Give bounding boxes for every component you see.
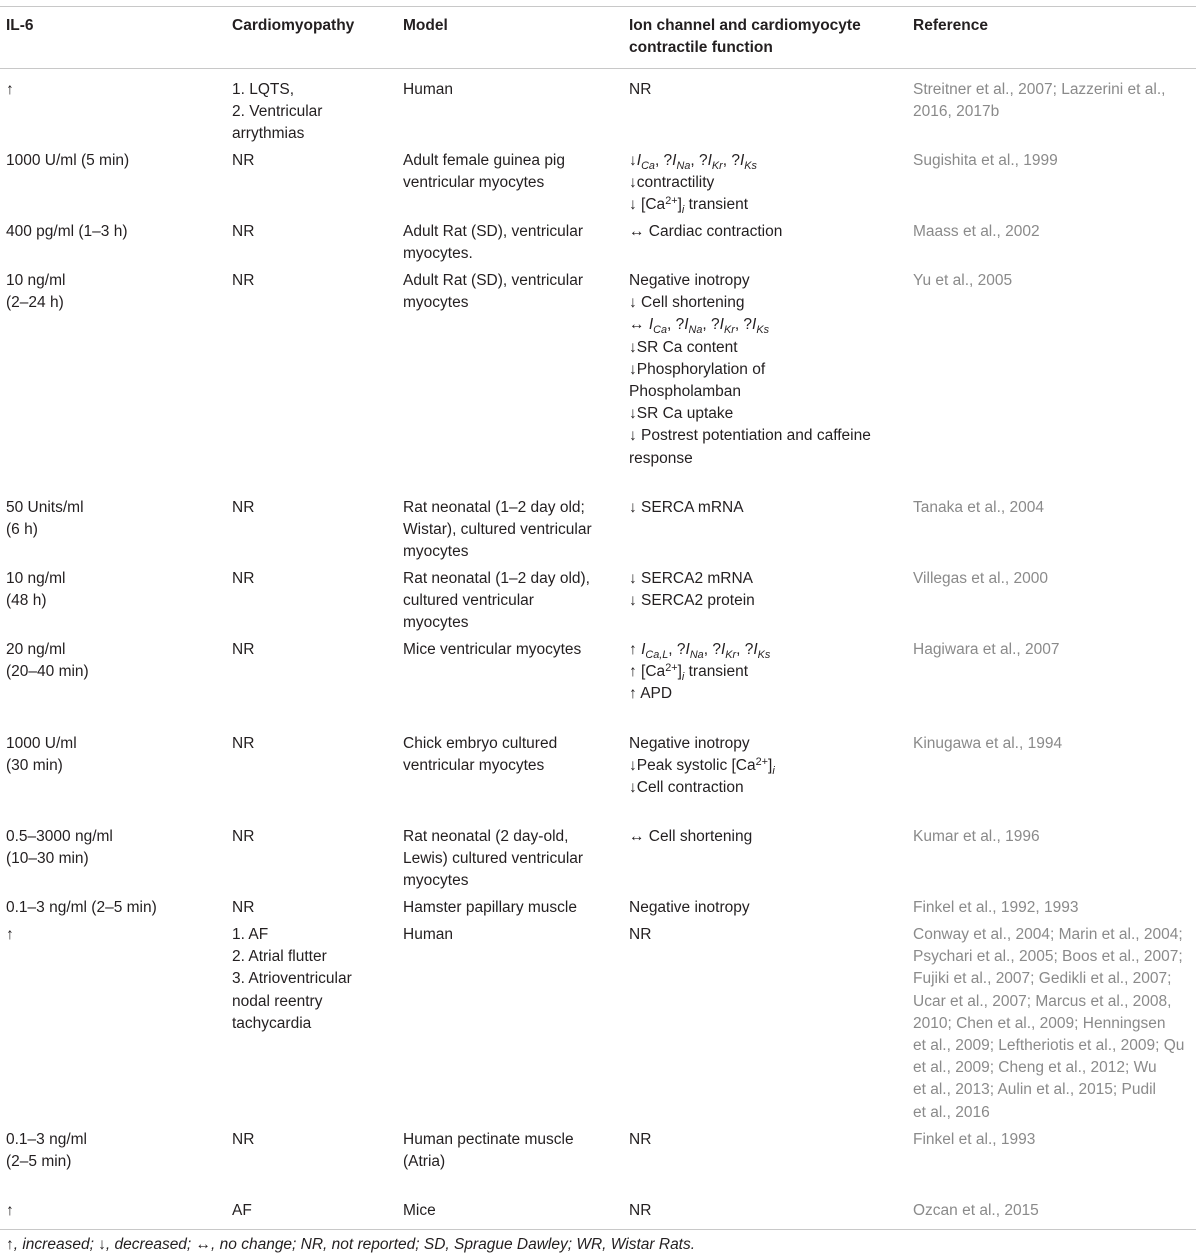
cell-cardiomyopathy xyxy=(232,1129,392,1151)
cell-line: et al., 2016 xyxy=(913,1103,990,1121)
cell-il6 xyxy=(6,270,221,314)
cell-line: NR xyxy=(232,152,255,169)
header-reference: Reference xyxy=(913,17,988,34)
cell-il6 xyxy=(6,150,221,172)
cell-model xyxy=(403,1200,618,1222)
cell-line: Ucar et al., 2007; Marcus et al., 2008, xyxy=(913,992,1172,1010)
superscript-text: 2+ xyxy=(665,195,678,208)
cell-line: (2–5 min) xyxy=(6,1153,72,1171)
text-segment: ↓ [Ca xyxy=(629,196,666,214)
cell-line: et al., 2009; Leftheriotis et al., 2009; Qu xyxy=(913,1037,1185,1055)
cell-line: ↑ xyxy=(6,926,14,943)
text-segment: I xyxy=(685,641,690,658)
cell-reference xyxy=(913,1200,1195,1222)
cell-ion-channel xyxy=(629,270,904,470)
cell-line: (30 min) xyxy=(6,757,63,775)
cell-il6 xyxy=(6,568,221,612)
subscript-text: Na xyxy=(688,324,703,337)
text-segment: I xyxy=(672,152,677,169)
cell-line: (48 h) xyxy=(6,592,47,610)
cell-il6 xyxy=(6,924,221,946)
cell-reference xyxy=(913,270,1195,292)
cell-line: Adult Rat (SD), ventricular xyxy=(403,223,584,240)
text-segment: , ? xyxy=(654,152,673,169)
header-cardiomyopathy: Cardiomyopathy xyxy=(232,17,355,34)
cell-line: NR xyxy=(629,1202,652,1219)
subscript-text: i xyxy=(681,204,685,217)
cell-line: (Atria) xyxy=(403,1153,446,1171)
text-segment: transient xyxy=(684,196,749,214)
cell-line: 2010; Chen et al., 2009; Henningsen xyxy=(913,1014,1166,1032)
cell-line: Ozcan et al., 2015 xyxy=(913,1202,1039,1219)
cell-ion-channel xyxy=(629,924,904,946)
cell-line: Mice xyxy=(403,1202,436,1219)
cell-line: NR xyxy=(629,81,652,98)
cell-line: 50 Units/ml xyxy=(6,499,84,516)
cell-reference xyxy=(913,79,1195,123)
cell-reference xyxy=(913,733,1195,755)
cell-line: myocytes xyxy=(403,614,469,632)
superscript-text: 2+ xyxy=(755,756,769,769)
cell-line: Hagiwara et al., 2007 xyxy=(913,641,1060,658)
cell-model xyxy=(403,1129,618,1173)
header-model: Model xyxy=(403,17,448,34)
text-segment: ] xyxy=(677,196,682,214)
text-segment: , ? xyxy=(667,316,685,334)
cell-line: arrythmias xyxy=(232,125,305,143)
cell-line: Rat neonatal (2 day-old, xyxy=(403,828,569,845)
text-segment: I xyxy=(720,641,726,658)
cell-line: myocytes xyxy=(403,872,469,890)
cell-line: ↓SR Ca uptake xyxy=(629,405,734,423)
text-segment: I xyxy=(739,152,745,169)
cell-line: NR xyxy=(232,899,255,916)
table-bottom-rule xyxy=(0,1229,1196,1230)
cell-model xyxy=(403,150,618,194)
text-segment: , ? xyxy=(690,152,708,169)
cell-line: (10–30 min) xyxy=(6,850,89,868)
cell-line: Tanaka et al., 2004 xyxy=(913,499,1044,516)
cell-line: 2. Atrial flutter xyxy=(232,948,327,966)
cell-il6 xyxy=(6,1129,221,1173)
cell-line: Rat neonatal (1–2 day old), xyxy=(403,570,590,587)
cell-line: Streitner et al., 2007; Lazzerini et al., xyxy=(913,81,1166,98)
cell-line: 1000 U/ml (5 min) xyxy=(6,152,130,169)
cell-line: Yu et al., 2005 xyxy=(913,272,1013,289)
cell-line: Villegas et al., 2000 xyxy=(913,570,1049,587)
cell-line: Adult female guinea pig xyxy=(403,152,566,169)
cell-line: ↓ SERCA2 mRNA xyxy=(629,570,754,587)
cell-line: Fujiki et al., 2007; Gedikli et al., 2007; xyxy=(913,970,1172,988)
cell-line: Psychari et al., 2005; Boos et al., 2007; xyxy=(913,948,1183,966)
cell-line: Finkel et al., 1992, 1993 xyxy=(913,899,1079,916)
cell-line: Chick embryo cultured xyxy=(403,735,558,752)
cell-line: Wistar), cultured ventricular xyxy=(403,521,592,539)
cell-line: nodal reentry xyxy=(232,992,323,1010)
cell-line: ↔ Cell shortening xyxy=(629,828,753,845)
subscript-text: Kr xyxy=(723,324,735,337)
cell-line: ↓contractility xyxy=(629,174,715,192)
cell-line: Human xyxy=(403,926,453,943)
text-segment: I xyxy=(648,316,654,334)
cell-il6 xyxy=(6,79,221,101)
cell-line xyxy=(629,314,904,336)
text-segment: I xyxy=(752,316,757,334)
cell-line: response xyxy=(629,449,693,467)
header-il6: IL-6 xyxy=(6,17,34,34)
cell-cardiomyopathy xyxy=(232,270,392,292)
cell-line: Rat neonatal (1–2 day old; xyxy=(403,499,585,516)
cell-il6 xyxy=(6,497,221,541)
subscript-text: i xyxy=(772,765,775,777)
text-segment: I xyxy=(641,641,646,658)
cell-line: ventricular myocytes xyxy=(403,757,545,775)
cell-line: 2016, 2017b xyxy=(913,103,1000,121)
cell-reference xyxy=(913,826,1195,848)
cell-il6 xyxy=(6,639,221,683)
cell-line: 3. Atrioventricular xyxy=(232,970,352,988)
cell-cardiomyopathy xyxy=(232,221,392,243)
cell-line: 2. Ventricular xyxy=(232,103,323,121)
cell-cardiomyopathy xyxy=(232,897,392,919)
cell-model xyxy=(403,497,618,564)
cell-ion-channel xyxy=(629,79,904,101)
cell-cardiomyopathy xyxy=(232,826,392,848)
cell-line xyxy=(629,661,904,683)
text-segment: I xyxy=(753,641,758,658)
text-segment: I xyxy=(636,152,642,169)
cell-line: NR xyxy=(232,272,255,289)
cell-il6 xyxy=(6,1200,221,1222)
cell-line: ↓ Postrest potentiation and caffeine xyxy=(629,427,871,445)
cell-model xyxy=(403,733,618,777)
cell-model xyxy=(403,568,618,635)
cell-line: Human xyxy=(403,81,453,98)
subscript-text: Na xyxy=(689,648,704,661)
cell-line xyxy=(629,639,904,661)
cell-ion-channel xyxy=(629,497,904,519)
cell-cardiomyopathy xyxy=(232,150,392,172)
text-segment: ↑ xyxy=(629,641,642,658)
table-top-rule xyxy=(0,6,1196,7)
cell-line: et al., 2013; Aulin et al., 2015; Pudil xyxy=(913,1081,1157,1099)
cell-model xyxy=(403,639,618,661)
text-segment: ↔ xyxy=(629,316,649,334)
cell-model xyxy=(403,270,618,314)
text-segment: , ? xyxy=(734,316,753,334)
text-segment: , ? xyxy=(702,316,720,334)
cell-line: Negative inotropy xyxy=(629,899,750,916)
cell-line: ↓SR Ca content xyxy=(629,338,738,356)
cell-il6 xyxy=(6,221,221,243)
cell-line: Lewis) cultured ventricular xyxy=(403,850,584,868)
subscript-text: Kr xyxy=(711,159,723,172)
cell-line: ↓ Cell shortening xyxy=(629,294,745,312)
cell-line: Hamster papillary muscle xyxy=(403,899,577,916)
cell-line: NR xyxy=(232,735,255,752)
cell-ion-channel xyxy=(629,826,904,848)
cell-line: Phospholamban xyxy=(629,383,742,401)
cell-line: ↔ Cardiac contraction xyxy=(629,223,783,240)
cell-line: Maass et al., 2002 xyxy=(913,223,1040,240)
cell-reference xyxy=(913,924,1195,1124)
cell-line: NR xyxy=(232,828,255,845)
cell-line: 1. AF xyxy=(232,926,269,943)
subscript-text: Na xyxy=(676,159,691,172)
cell-cardiomyopathy xyxy=(232,568,392,590)
cell-line: 0.5–3000 ng/ml xyxy=(6,828,113,845)
cell-reference xyxy=(913,497,1195,519)
text-segment: transient xyxy=(684,663,749,681)
cell-ion-channel xyxy=(629,733,904,800)
cell-line: ↑ xyxy=(6,81,14,98)
header-ion-channel xyxy=(629,15,904,59)
cell-line: NR xyxy=(629,926,652,943)
table-footnote: ↑, increased; ↓, decreased; ↔, no change; NR, not reported; SD, Sprague Dawley; WR, Wistar Rats. xyxy=(6,1236,696,1253)
cell-line: ↓ SERCA mRNA xyxy=(629,499,744,516)
text-segment: I xyxy=(719,316,724,334)
header-ion-channel-line: contractile function xyxy=(629,39,773,57)
cell-cardiomyopathy xyxy=(232,924,392,1035)
cell-line xyxy=(629,194,904,216)
cell-cardiomyopathy xyxy=(232,79,392,146)
cell-reference xyxy=(913,897,1195,919)
header-ion-channel-line: Ion channel and cardiomyocyte xyxy=(629,17,861,34)
cell-line: 10 ng/ml xyxy=(6,570,66,587)
text-segment: , ? xyxy=(703,641,721,658)
cell-line: AF xyxy=(232,1202,252,1219)
cell-line: Finkel et al., 1993 xyxy=(913,1131,1036,1148)
cell-line: et al., 2009; Cheng et al., 2012; Wu xyxy=(913,1059,1157,1077)
cell-line: ↓ SERCA2 protein xyxy=(629,592,755,610)
cell-ion-channel xyxy=(629,1129,904,1151)
cell-line: myocytes xyxy=(403,543,469,561)
cell-line: (6 h) xyxy=(6,521,38,539)
cell-il6 xyxy=(6,897,221,919)
text-segment: ] xyxy=(677,663,682,681)
cell-reference xyxy=(913,639,1195,661)
cell-ion-channel xyxy=(629,221,904,243)
cell-line: NR xyxy=(232,641,255,658)
cell-line: myocytes xyxy=(403,294,469,312)
cell-line: Negative inotropy xyxy=(629,735,750,752)
cell-cardiomyopathy xyxy=(232,497,392,519)
text-segment: ↑ [Ca xyxy=(629,663,666,681)
cell-cardiomyopathy xyxy=(232,1200,392,1222)
cell-line: NR xyxy=(232,223,255,240)
cell-line: Kinugawa et al., 1994 xyxy=(913,735,1063,752)
cell-line: ventricular myocytes xyxy=(403,174,545,192)
text-segment: , ? xyxy=(722,152,740,169)
cell-reference xyxy=(913,221,1195,243)
cell-model xyxy=(403,826,618,893)
cell-line xyxy=(629,150,904,172)
cell-line: NR xyxy=(232,570,255,587)
cell-line: tachycardia xyxy=(232,1014,312,1032)
cell-line: 0.1–3 ng/ml xyxy=(6,1131,87,1148)
cell-line: Kumar et al., 1996 xyxy=(913,828,1040,845)
cell-line: ↓Cell contraction xyxy=(629,779,744,797)
cell-line: cultured ventricular xyxy=(403,592,534,610)
cell-line: 0.1–3 ng/ml (2–5 min) xyxy=(6,899,157,916)
text-segment: I xyxy=(707,152,712,169)
subscript-text: Ks xyxy=(757,648,771,661)
subscript-text: Kr xyxy=(725,648,737,661)
subscript-text: Ks xyxy=(744,159,757,172)
cell-line: ↑ xyxy=(6,1202,14,1219)
cell-line: 400 pg/ml (1–3 h) xyxy=(6,223,128,240)
cell-reference xyxy=(913,150,1195,172)
subscript-text: i xyxy=(681,671,685,683)
cell-ion-channel xyxy=(629,639,904,706)
cell-il6 xyxy=(6,826,221,870)
cell-line: 1000 U/ml xyxy=(6,735,77,752)
text-segment: , ? xyxy=(668,641,686,658)
cell-line: NR xyxy=(629,1131,652,1148)
cell-line: 10 ng/ml xyxy=(6,272,66,289)
text-segment: ] xyxy=(768,757,773,775)
cell-ion-channel xyxy=(629,568,904,612)
subscript-text: Ca xyxy=(641,159,655,172)
cell-reference xyxy=(913,568,1195,590)
text-segment: ↓Peak systolic [Ca xyxy=(629,757,756,775)
cell-line: (20–40 min) xyxy=(6,663,89,681)
cell-line: 20 ng/ml xyxy=(6,641,66,658)
subscript-text: Ks xyxy=(756,324,770,337)
cell-line: Mice ventricular myocytes xyxy=(403,641,582,658)
cell-ion-channel xyxy=(629,897,904,919)
cell-cardiomyopathy xyxy=(232,733,392,755)
cell-line: ↓Phosphorylation of xyxy=(629,360,766,378)
cell-line xyxy=(629,755,904,777)
cell-model xyxy=(403,924,618,946)
subscript-text: Ca xyxy=(653,324,667,337)
header-bottom-rule xyxy=(0,68,1196,69)
cell-line: Human pectinate muscle xyxy=(403,1131,574,1148)
cell-line: Conway et al., 2004; Marin et al., 2004; xyxy=(913,926,1183,943)
cell-il6 xyxy=(6,733,221,777)
subscript-text: Ca,L xyxy=(645,648,669,661)
cell-line: Sugishita et al., 1999 xyxy=(913,152,1058,169)
cell-line: 1. LQTS, xyxy=(232,81,295,98)
cell-line: Adult Rat (SD), ventricular xyxy=(403,272,584,289)
cell-model xyxy=(403,221,618,265)
cell-line: (2–24 h) xyxy=(6,294,64,312)
cell-line: Negative inotropy xyxy=(629,272,750,289)
cell-line: NR xyxy=(232,499,255,516)
cell-line: myocytes. xyxy=(403,245,473,263)
superscript-text: 2+ xyxy=(665,662,678,675)
text-segment: , ? xyxy=(736,641,754,658)
cell-model xyxy=(403,79,618,101)
cell-model xyxy=(403,897,618,919)
cell-cardiomyopathy xyxy=(232,639,392,661)
cell-ion-channel xyxy=(629,1200,904,1222)
cell-line: NR xyxy=(232,1131,255,1148)
text-segment: ↓ xyxy=(629,152,637,169)
cell-line: ↑ APD xyxy=(629,685,673,703)
cell-ion-channel xyxy=(629,150,904,217)
text-segment: I xyxy=(684,316,689,334)
cell-reference xyxy=(913,1129,1195,1151)
